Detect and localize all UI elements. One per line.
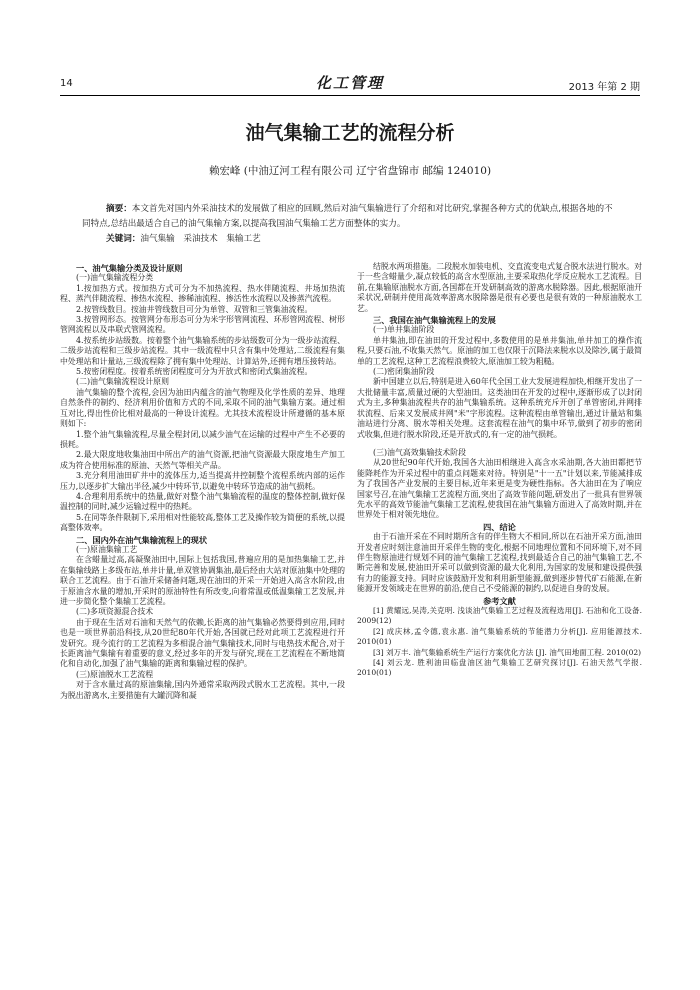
reference-item: [4] 刘云龙. 胜利油田临盘油区油气集输工艺研究探讨[J]. 石油天然气学报. 2010(01) xyxy=(357,658,642,678)
subsection-heading: (二)油气集输流程设计原则 xyxy=(76,377,169,387)
body-paragraph: 1.按加热方式。按加热方式可分为不加热流程、热水伴随流程、井场加热流程、蒸汽伴随流程、掺热水流程、掺稀油流程、掺活性水流程以及掺蒸汽流程。 xyxy=(60,283,345,304)
section-heading: 参考文献 xyxy=(483,595,516,606)
reference-item: [1] 黄耀远,吴涛,关克明. 浅谈油气集输工艺过程及流程选用[J]. 石油和化工设备. 2009(12) xyxy=(357,606,642,626)
abstract-label: 摘要： xyxy=(106,204,132,214)
keywords-label: 关键词： xyxy=(106,234,141,244)
page-header xyxy=(60,72,640,96)
body-paragraph: 2.最大限度地收集油田中所出产的油气资源,把油气资源最大限度地生产加工成为符合使用标准的原油、天然气等相关产品。 xyxy=(60,450,345,470)
subsection-heading: (三)油气高效集输技术阶段 xyxy=(373,447,466,457)
body-paragraph: 2.按管线数目。按油井管线数目可分为单管、双管和三管集油流程。 xyxy=(76,304,313,314)
body-paragraph: 结脱水两项措施。二段脱水加装电机、交直流变电式复合脱水法进行脱水。对于一些含蜡量少,凝点较低的高含水型原油,主要采取热化学反应脱水工艺流程。目前,在集输原油脱水方面,各国都在开发研制高效的游离水脱除器。因此,根据原油开采状况,研制并使用高效率游离水脱除器是很有必要也是很有效的一种原油脱水工艺。 xyxy=(357,262,642,313)
abstract-text: 本文首先对国内外采油技术的发展做了相应的回顾,然后对油气集输进行了介绍和对比研究,掌握各种方式的优缺点,根据各地的不同特点,总结出最适合自己的油气集输方案,以提高我国油气集输工艺方面整体的实力。 xyxy=(82,204,613,229)
body-paragraph: 5.按密闭程度。按着系统密闭程度可分为开放式和密闭式集油流程。 xyxy=(76,367,313,377)
keywords-line xyxy=(82,232,618,247)
section-heading: 二、国内外在油气集输流程上的现状 xyxy=(76,534,208,545)
subsection-heading: (一)原油集输工艺 xyxy=(76,544,138,554)
header-rule xyxy=(60,95,640,96)
subsection-heading: (二)密闭集油阶段 xyxy=(373,367,435,377)
body-paragraph: 由于现在生活对石油和天然气的依赖,长距离的油气集输必然要得到应用,同时也是一项世界前沿科技,从20世纪80年代开始,各国就已经对此项工艺流程进行开发研究。现今流行的工艺流程为多相混合油气集输技术,同时与电热技术配合,对于长距离油气集输有着重要的意义,经过多年的开发与研究,现在工艺流程在不断地简化和自动化,加强了油气集输的距离和集输过程的保护。 xyxy=(60,617,345,669)
body-paragraph: 新中国建立以后,特别是进入60年代全国工业大发展进程加快,相继开发出了一大批储量丰富,质量过硬的大型油田。这类油田在开发的过程中,逐渐形成了以封闭式为主,多种集油流程共存的油气集输系统。这种系统充斥开创了单管密闭,并网排状流程、后来又发展成井网"米"字形流程。这种流程由单管输出,通过计量站和集油站进行分离、脱水等相关处理。这套流程在油气的集中环节,做到了初步的密闭式收集,但进行脱水阶段,还是开放式的,有一定的油气损耗。 xyxy=(357,377,642,439)
body-paragraph: 4.按系统步站级数。按着整个油气集输系统的步站级数可分为一级步站流程、二级步站流程和三级步站流程。其中一级流程中只含有集中处理站,二级流程有集中处理站和计量站,三级流程除了拥有集中处理站、计算站外,还拥有增压接转站。 xyxy=(60,335,345,366)
body-paragraph: 在含蜡量过高,高凝聚油田中,国际上包括我国,普遍应用的是加热集输工艺,并在集输线路上多级布站,单井计量,单双管协调集油,最后经由大站对原油集中处理的联合工艺流程。由于石油开采储备问题,现在油田的开采一开始进入高含水阶段,由于原油含水量的增加,开采时的原油特性有所改变,向着常温或低温集输工艺发展,并进一步简化整个集输工艺流程。 xyxy=(60,555,345,606)
body-paragraph: 油气集输的整个流程,会因为油田内蕴含的油气物理及化学性质的差异、地理自然条件的制约、经济利用价值和方式的不同,采取不同的油气集输方案。通过相互对比,得出性价比相对最高的一种设计流程。尤其技术流程设计所遵循的基本原则如下: xyxy=(60,387,345,429)
section-heading: 一、油气集输分类及设计原则 xyxy=(76,263,183,273)
reference-item: [2] 成庆林,孟令德,袁永惠. 油气集输系统的节能潜力分析[J]. 应用能源技术. 2010(01) xyxy=(357,626,642,647)
article-title: 油气集输工艺的流程分析 xyxy=(245,122,455,144)
section-heading: 三、我国在油气集输流程上的发展 xyxy=(373,315,496,326)
body-paragraph: 3.充分利用油田矿井中的流体压力,适当提高井控制整个流程系统内部的运作压力,以逐步扩大输出半径,减少中转环节,以避免中转环节造成的油气损耗。 xyxy=(60,471,345,491)
body-paragraph: 单井集油,即在油田的开发过程中,多数使用的是单井集油,单井加工的操作流程,只要石油,不收集天然气。原油的加工也仅限于沉降法来脱水以及除沙,属于最简单的工艺流程,这种工艺流程浪费较大,原油加工较为粗糙。 xyxy=(357,335,642,366)
reference-item: [3] 刘万丰. 油气集输系统生产运行方案优化方法 [J]. 油气田地面工程. 2010(02) xyxy=(373,647,642,657)
body-paragraph: 从20世纪90年代开始,我国各大油田相继进入高含水采油期,各大油田都把节能降耗作为开采过程中的重点问题来对待。特别是"十一五"计划以来,节能减排成为了我国各产业发展的主要目标,近年来更是变为硬性指标。各大油田在为了响应国家号召,在油气集输工艺流程方面,突出了高效节能问题,研发出了一批具有世界领先水平的高效节能油气集输工艺流程,使我国在油气集输方面进入了高效时期,并在世界处于相对领先地位。 xyxy=(357,458,642,520)
left-column xyxy=(60,262,345,967)
body-paragraph: 由于石油开采在不同时期所含有的伴生物大不相同,所以在石油开采方面,油田开发者应时刻注意油田开采伴生物的变化,根据不同地理位置和不同环境下,对不同伴生物原油进行规划不同的油气集输工艺流程,找到最适合自己的油气集输工艺,不断完善和发展,使油田开采可以做到资源的最大化利用,为国家的发展和建设提供强有力的能源支持。同时应该鼓励开发和利用新型能源,做到逐步替代矿石能源,在新能源开发领域走在世界的前沿,使自己不受能源的制约,以促进自身的发展。 xyxy=(357,532,642,594)
subsection-heading: (一)油气集输流程分类 xyxy=(76,273,154,283)
spacer xyxy=(357,440,642,448)
abstract-paragraph xyxy=(82,202,618,232)
page-number: 14 xyxy=(60,78,73,89)
body-paragraph: 对于含水量过高的原油集输,国内外通常采取两段式脱水工艺流程。其中,一段为脱出游离水,主要措施有大罐沉降和凝 xyxy=(60,680,345,700)
subsection-heading: (二)多项资源混合技术 xyxy=(76,607,154,617)
body-paragraph: 3.按管网形态。按管网分布形态可分为米字形管网流程、环形管网流程、树形管网流程以及串联式管网流程。 xyxy=(60,315,345,335)
keywords-text: 油气集输 采油技术 集输工艺 xyxy=(140,234,261,244)
abstract-block xyxy=(82,202,618,247)
section-heading: 四、结论 xyxy=(483,521,516,532)
subsection-heading: (三)原油脱水工艺流程 xyxy=(76,669,154,679)
issue-label: 2013 年第 2 期 xyxy=(568,82,640,93)
body-paragraph: 5.在同等条件限制下,采用相对性能较高,整体工艺及操作较为简便的系统,以提高整体效率。 xyxy=(60,512,345,533)
right-column xyxy=(357,262,642,967)
author-line: 赖宏峰 (中油辽河工程有限公司 辽宁省盘锦市 邮编 124010) xyxy=(208,165,492,177)
body-paragraph: 1.整个油气集输流程,尽量全程封闭,以减少油气在运输的过程中产生不必要的损耗。 xyxy=(60,429,345,449)
body-paragraph: 4.合理利用系统中的热量,做好对整个油气集输流程的温度的整体控制,做好保温控制的同时,减少运输过程中的热耗。 xyxy=(60,491,345,512)
subsection-heading: (一)单井集油阶段 xyxy=(373,325,435,335)
journal-title: 化工管理 xyxy=(315,74,384,92)
